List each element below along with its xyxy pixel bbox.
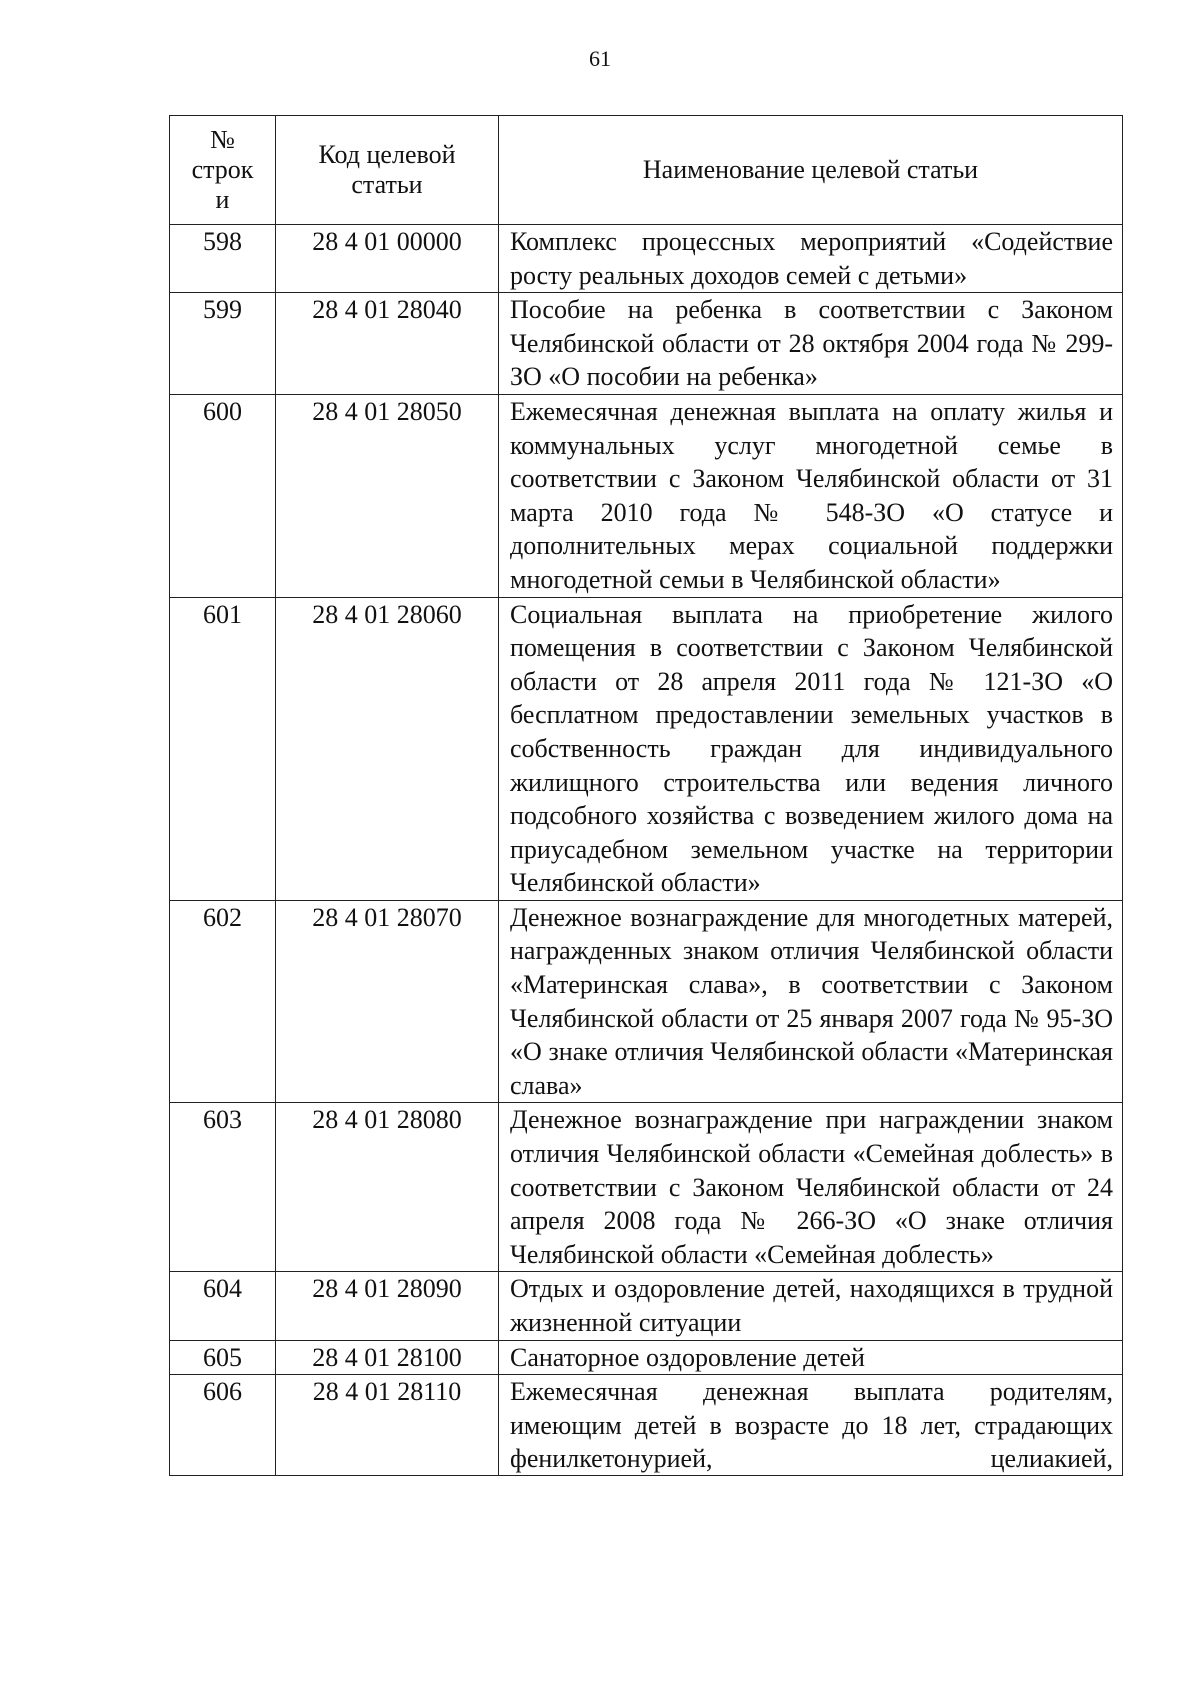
- page-number: 61: [589, 46, 611, 71]
- target-name: Санаторное оздоровление детей: [499, 1340, 1123, 1375]
- table-row: [170, 293, 1123, 395]
- table-row: [170, 225, 1123, 293]
- row-number: 601: [170, 597, 276, 900]
- target-code: 28 4 01 28080: [276, 1103, 499, 1272]
- table-row: [170, 597, 1123, 900]
- target-name: [499, 1375, 1123, 1476]
- target-code: 28 4 01 00000: [276, 225, 499, 293]
- target-name: Комплекс процессных мероприятий «Содействие росту реальных доходов семей с детьми»: [499, 225, 1123, 293]
- target-items-table: [169, 115, 1123, 1476]
- target-code: 28 4 01 28090: [276, 1272, 499, 1340]
- row-number: 600: [170, 394, 276, 597]
- target-name-text: Ежемесячная денежная выплата родителям, имеющим детей в возрасте до 18 лет, страдающих фенилкетонурией, целиакией,: [510, 1377, 1113, 1474]
- row-number: 606: [170, 1375, 276, 1476]
- row-number: 598: [170, 225, 276, 293]
- row-number: 602: [170, 900, 276, 1103]
- row-number: 605: [170, 1340, 276, 1375]
- table-row: [170, 394, 1123, 597]
- header-row-number: № строк и: [170, 116, 276, 225]
- row-number: 599: [170, 293, 276, 395]
- target-code: 28 4 01 28070: [276, 900, 499, 1103]
- target-code: 28 4 01 28050: [276, 394, 499, 597]
- table-row: [170, 1103, 1123, 1272]
- target-name: Отдых и оздоровление детей, находящихся в трудной жизненной ситуации: [499, 1272, 1123, 1340]
- target-code: 28 4 01 28110: [276, 1375, 499, 1476]
- target-name: Денежное вознаграждение при награждении знаком отличия Челябинской области «Семейная доблесть» в соответствии с Законом Челябинской области от 24 апреля 2008 года № 266-ЗО «О знаке отличия Челябинской области «Семейная доблесть»: [499, 1103, 1123, 1272]
- target-name: Пособие на ребенка в соответствии с Законом Челябинской области от 28 октября 2004 года № 299-ЗО «О пособии на ребенка»: [499, 293, 1123, 395]
- target-code: 28 4 01 28060: [276, 597, 499, 900]
- target-code: 28 4 01 28100: [276, 1340, 499, 1375]
- target-name: Социальная выплата на приобретение жилого помещения в соответствии с Законом Челябинской области от 28 апреля 2011 года № 121-ЗО «О бесплатном предоставлении земельных участков в собственность граждан для индивидуального жилищного строительства или ведения личного подсобного хозяйства с возведением жилого дома на приусадебном земельном участке на территории Челябинской области»: [499, 597, 1123, 900]
- target-name: Денежное вознаграждение для многодетных матерей, награжденных знаком отличия Челябинской области «Материнская слава», в соответствии с Законом Челябинской области от 25 января 2007 года № 95-ЗО «О знаке отличия Челябинской области «Материнская слава»: [499, 900, 1123, 1103]
- row-number: 603: [170, 1103, 276, 1272]
- target-code: 28 4 01 28040: [276, 293, 499, 395]
- target-name: Ежемесячная денежная выплата на оплату жилья и коммунальных услуг многодетной семье в соответствии с Законом Челябинской области от 31 марта 2010 года № 548-ЗО «О статусе и дополнительных мерах социальной поддержки многодетной семьи в Челябинской области»: [499, 394, 1123, 597]
- table-row: [170, 900, 1123, 1103]
- table-row: [170, 1340, 1123, 1375]
- row-number: 604: [170, 1272, 276, 1340]
- header-target-code: Код целевой статьи: [276, 116, 499, 225]
- table-row: [170, 1375, 1123, 1476]
- table-row: [170, 1272, 1123, 1340]
- header-target-name: Наименование целевой статьи: [499, 116, 1123, 225]
- table-header-row: [170, 116, 1123, 225]
